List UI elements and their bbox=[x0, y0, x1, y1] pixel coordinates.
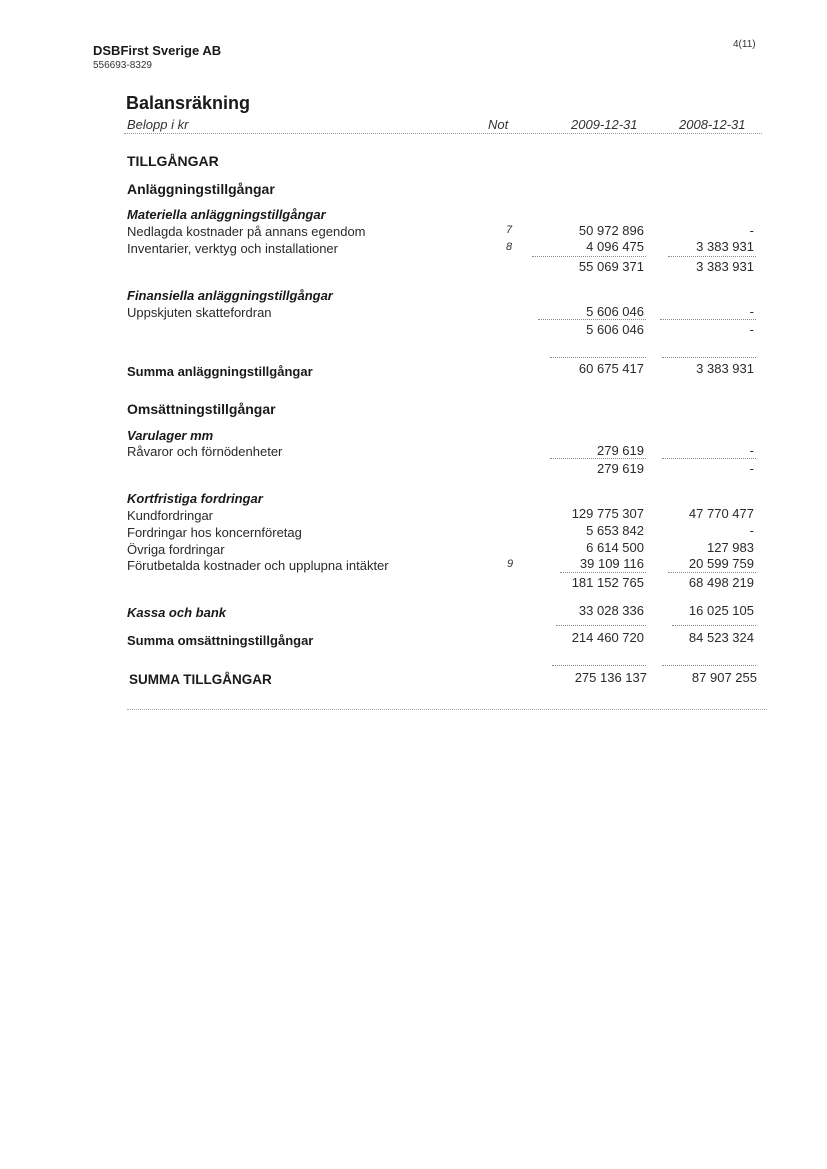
grand-total-rule bbox=[552, 665, 646, 666]
row-value-2009: 50 972 896 bbox=[578, 223, 644, 238]
total-rule bbox=[550, 357, 646, 358]
row-value-2009: 5 653 842 bbox=[586, 523, 644, 538]
cash-label: Kassa och bank bbox=[127, 605, 226, 620]
fixed-assets-total-label: Summa anläggningstillgångar bbox=[127, 364, 313, 379]
company-name: DSBFirst Sverige AB bbox=[93, 43, 222, 58]
row-value-2008: - bbox=[749, 443, 754, 458]
unit-label: Belopp i kr bbox=[127, 117, 189, 132]
assets-heading: TILLGÅNGAR bbox=[127, 153, 219, 169]
subtotal-rule bbox=[668, 256, 756, 257]
row-value-2008: - bbox=[749, 304, 754, 319]
row-label: Råvaror och förnödenheter bbox=[127, 444, 283, 459]
row-label: Fordringar hos koncernföretag bbox=[127, 525, 302, 540]
subtotal-rule bbox=[560, 572, 646, 573]
row-value-2008: 127 983 bbox=[707, 540, 754, 555]
current-assets-total-label: Summa omsättningstillgångar bbox=[127, 633, 314, 648]
subtotal-rule bbox=[550, 458, 646, 459]
fixed-assets-total-2009: 60 675 417 bbox=[578, 361, 644, 376]
footer-divider bbox=[127, 709, 767, 710]
row-label: Uppskjuten skattefordran bbox=[127, 305, 272, 320]
subtotal-rule bbox=[532, 256, 646, 257]
grand-total-2008: 87 907 255 bbox=[691, 670, 757, 685]
row-value-2009: 129 775 307 bbox=[571, 506, 644, 521]
total-rule bbox=[662, 357, 756, 358]
receivables-subtotal-2009: 181 152 765 bbox=[571, 575, 644, 590]
column-header-2008: 2008-12-31 bbox=[679, 117, 746, 132]
tangible-subtotal-2009: 55 069 371 bbox=[578, 259, 644, 274]
total-rule bbox=[672, 625, 756, 626]
receivables-subtotal-2008: 68 498 219 bbox=[688, 575, 754, 590]
cash-2009: 33 028 336 bbox=[578, 603, 644, 618]
subtotal-rule bbox=[668, 572, 756, 573]
org-number: 556693-8329 bbox=[93, 60, 152, 71]
column-header-2009: 2009-12-31 bbox=[571, 117, 638, 132]
subtotal-rule bbox=[660, 319, 756, 320]
row-value-2008: 3 383 931 bbox=[696, 239, 754, 254]
row-note: 9 bbox=[506, 558, 514, 570]
tangible-subtotal-2008: 3 383 931 bbox=[696, 259, 754, 274]
row-label: Nedlagda kostnader på annans egendom bbox=[127, 224, 366, 239]
financial-subtotal-2009: 5 606 046 bbox=[586, 322, 644, 337]
current-assets-total-2009: 214 460 720 bbox=[571, 630, 644, 645]
row-value-2009: 279 619 bbox=[597, 443, 644, 458]
financial-assets-heading: Finansiella anläggningstillgångar bbox=[127, 288, 333, 303]
current-assets-total-2008: 84 523 324 bbox=[688, 630, 754, 645]
row-value-2008: - bbox=[749, 223, 754, 238]
row-value-2009: 6 614 500 bbox=[586, 540, 644, 555]
row-value-2008: 20 599 759 bbox=[688, 556, 754, 571]
cash-2008: 16 025 105 bbox=[688, 603, 754, 618]
row-value-2008: - bbox=[749, 523, 754, 538]
fixed-assets-heading: Anläggningstillgångar bbox=[127, 181, 275, 197]
subtotal-rule bbox=[662, 458, 756, 459]
row-value-2008: 47 770 477 bbox=[688, 506, 754, 521]
statement-title: Balansräkning bbox=[126, 93, 251, 113]
note-column-header: Not bbox=[488, 117, 509, 132]
subtotal-rule bbox=[538, 319, 646, 320]
financial-subtotal-2008: - bbox=[749, 322, 754, 337]
row-label: Förutbetalda kostnader och upplupna intäkter bbox=[127, 558, 389, 573]
row-value-2009: 4 096 475 bbox=[586, 239, 644, 254]
row-note: 7 bbox=[505, 224, 513, 236]
total-rule bbox=[556, 625, 646, 626]
row-label: Övriga fordringar bbox=[127, 542, 225, 557]
grand-total-rule bbox=[662, 665, 756, 666]
grand-total-2009: 275 136 137 bbox=[574, 670, 647, 685]
row-value-2009: 5 606 046 bbox=[586, 304, 644, 319]
header-divider bbox=[124, 133, 762, 134]
fixed-assets-total-2008: 3 383 931 bbox=[696, 361, 754, 376]
row-label: Kundfordringar bbox=[127, 508, 213, 523]
row-label: Inventarier, verktyg och installationer bbox=[127, 241, 338, 256]
tangible-assets-heading: Materiella anläggningstillgångar bbox=[127, 207, 326, 222]
grand-total-label: SUMMA TILLGÅNGAR bbox=[129, 672, 272, 687]
inventory-subtotal-2009: 279 619 bbox=[597, 461, 644, 476]
receivables-heading: Kortfristiga fordringar bbox=[127, 491, 263, 506]
inventory-heading: Varulager mm bbox=[127, 428, 214, 443]
row-value-2009: 39 109 116 bbox=[579, 556, 644, 571]
inventory-subtotal-2008: - bbox=[749, 461, 754, 476]
page-number: 4(11) bbox=[733, 39, 756, 50]
current-assets-heading: Omsättningstillgångar bbox=[127, 401, 276, 417]
row-note: 8 bbox=[505, 241, 513, 253]
